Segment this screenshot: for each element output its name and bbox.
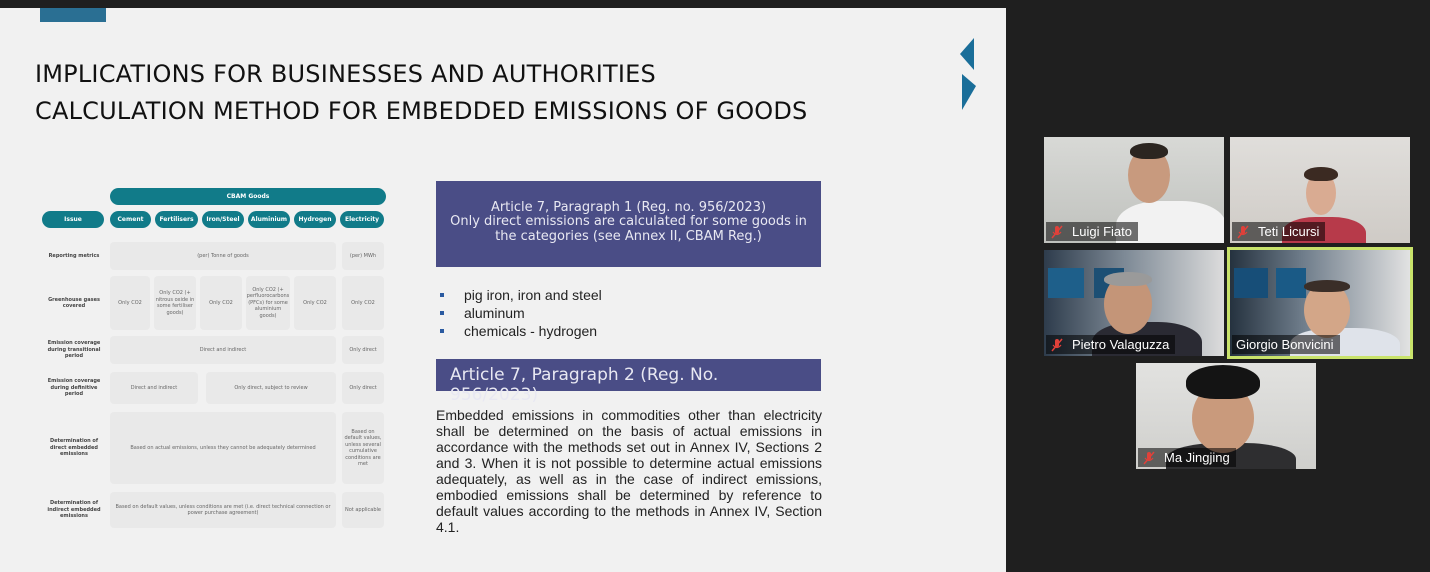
table-cell: Only CO2 (+ perfluorocarbons (PFCs) for some aluminium goods) (246, 276, 290, 330)
participant-tile-giorgio-bonvicini[interactable] (1230, 250, 1410, 356)
participant-tile-pietro-valaguzza[interactable] (1044, 250, 1224, 356)
table-cell: Not applicable (342, 492, 384, 528)
goods-header-cement: Cement (110, 211, 151, 228)
participant-tile-teti-licursi[interactable] (1230, 137, 1410, 243)
table-cell: Only direct, subject to review (206, 372, 336, 404)
goods-header-electricity: Electricity (340, 211, 384, 228)
participant-tile-luigi-fiato[interactable] (1044, 137, 1224, 243)
issue-header: Issue (42, 211, 104, 228)
goods-bullet-list (440, 286, 602, 340)
mic-muted-icon (1236, 225, 1250, 239)
goods-header-iron-steel: Iron/Steel (202, 211, 244, 228)
bullet-icon (440, 293, 444, 297)
row-label-coverage-transitional: Emission coverage during transitional period (47, 340, 101, 360)
cbam-goods-table (40, 180, 390, 530)
brand-logo-icon (960, 38, 980, 118)
goods-header-fertilisers: Fertilisers (155, 211, 198, 228)
table-cell: Based on actual emissions, unless they cannot be adequately determined (110, 412, 336, 484)
row-label-reporting-metrics: Reporting metrics (48, 252, 100, 259)
list-item: aluminum (440, 304, 602, 322)
row-label-coverage-definitive: Emission coverage during definitive period (47, 378, 101, 398)
slide-accent-tab (40, 8, 106, 22)
cbam-goods-header: CBAM Goods (110, 188, 386, 205)
table-cell: Direct and indirect (110, 336, 336, 364)
table-cell: Based on default values, unless conditions are met (i.e. direct technical connection or power purchase agreement) (110, 492, 336, 528)
mic-muted-icon (1142, 451, 1156, 465)
article-2-paragraph: Embedded emissions in commodities other than electricity shall be determined on the basis of actual emissions in accordance with the methods set out in Annex IV, Sections 2 and 3. When it is not possible to determine actual emissions adequately, as well as in the case of indirect emissions, embodied emissions shall be determined by reference to default values according to the methods in Annex IV, Section 4.1. (436, 407, 822, 535)
participant-nametag: Luigi Fiato (1046, 222, 1138, 241)
table-cell: Only CO2 (342, 276, 384, 330)
table-cell: Only CO2 (110, 276, 150, 330)
participant-nametag: Pietro Valaguzza (1046, 335, 1175, 354)
table-cell: Only CO2 (294, 276, 336, 330)
goods-header-hydrogen: Hydrogen (294, 211, 336, 228)
table-cell: Only direct (342, 336, 384, 364)
row-label-direct-emissions: Determination of direct embedded emissions (49, 438, 99, 458)
row-label-greenhouse-gases: Greenhouse gases covered (48, 296, 100, 309)
slide-title-line-2: CALCULATION METHOD FOR EMBEDDED EMISSIONS OF GOODS (35, 97, 808, 125)
article-1-description: Only direct emissions are calculated for some goods in the categories (see Annex II, CBAM Reg.) (450, 214, 807, 244)
table-cell: Only CO2 (200, 276, 242, 330)
participant-tile-ma-jingjing[interactable] (1136, 363, 1316, 469)
article-7-paragraph-1-box (436, 181, 821, 267)
participant-nametag: Teti Licursi (1232, 222, 1325, 241)
list-item: pig iron, iron and steel (440, 286, 602, 304)
row-label-indirect-emissions: Determination of indirect embedded emissions (47, 500, 101, 520)
list-item: chemicals - hydrogen (440, 322, 602, 340)
table-cell: (per) Tonne of goods (110, 242, 336, 270)
shared-screen-slide (0, 8, 1006, 572)
article-1-heading: Article 7, Paragraph 1 (Reg. no. 956/2023) (490, 200, 767, 215)
bullet-icon (440, 311, 444, 315)
table-cell: Only CO2 (+ nitrous oxide in some fertiliser goods) (154, 276, 196, 330)
table-cell: (per) MWh (342, 242, 384, 270)
mic-muted-icon (1050, 338, 1064, 352)
goods-header-aluminium: Aluminium (248, 211, 290, 228)
participant-nametag: Giorgio Bonvicini (1232, 335, 1340, 354)
bullet-icon (440, 329, 444, 333)
mic-muted-icon (1050, 225, 1064, 239)
participant-nametag: Ma Jingjing (1138, 448, 1236, 467)
table-cell: Based on default values, unless several cumulative conditions are met (342, 412, 384, 484)
slide-title-line-1: IMPLICATIONS FOR BUSINESSES AND AUTHORITIES (35, 60, 656, 88)
article-7-paragraph-2-heading: Article 7, Paragraph 2 (Reg. No. 956/2023) (436, 359, 821, 391)
table-cell: Direct and indirect (110, 372, 198, 404)
table-cell: Only direct (342, 372, 384, 404)
